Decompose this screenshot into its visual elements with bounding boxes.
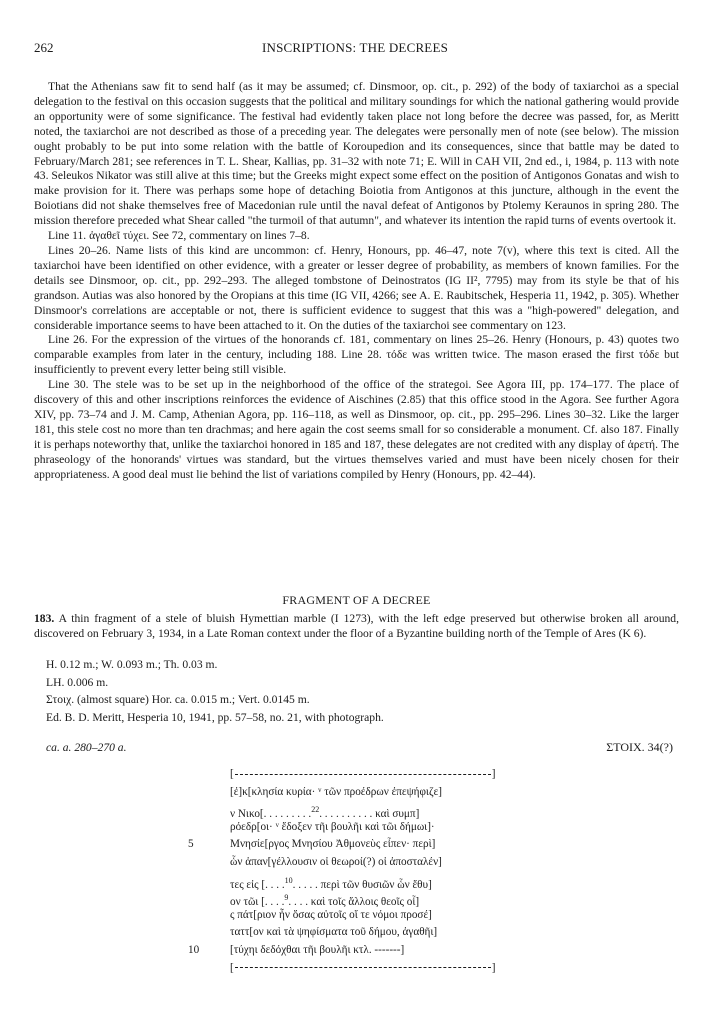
commentary-paragraph: That the Athenians saw fit to send half (as it may be assumed; cf. Dinsmoor, op. cit., p. 292) of the body of taxiarchoi as a special delegation to the festival on this occasion suggests that the political and military soundings for which the national gathering would provide an opportunity were of some significance. The festival had evidently taken place not long before the decree was passed, for, as Meritt noted, the taxiarchoi are not described as those of a preceding year. The delegates were personally men of note (see below). The mission ought probably to be put into some relation with the battle of Koroupedion and its consequences, since that battle may be dated to February/March 281; see references in T. L. Shear, Kallias, pp. 31–32 with note 71; E. Will in CAH VII, 2nd ed., i, 1984, p. 113 with note 43. Seleukos Nikator was still alive at this time; but the Greeks might expect some effect on the position of Antigonos Gonatas and wish to make provision for it. There was perhaps some hope of detaching Boiotia from Antigonos at this juncture, although in the event the Boiotians did not shake themselves free of Macedonian rule until the naval defeat of Antigonos by Ptolemy Keraunos in spring 280. The mission therefore preceded what Shear called "the turmoil of that autumn", and whatever its intention the rapid turns of events overtook it. [34, 80, 679, 228]
inscription-line: ὧν ἀπαν[γέλλουσιν οἱ θεωροί(?) οἱ ἀποσταλέν] [230, 855, 442, 868]
inscription-line: τες εἰς [. . . .$^{10}$. . . . . περὶ τῶν θυσιῶν ὧν ἔθυ] [230, 875, 432, 891]
inscription-line: 5 Μνησίε[ργος Μνησίου Ἀθμονεὺς εἶπεν· περὶ] [188, 836, 508, 854]
commentary [34, 80, 679, 482]
line-number: 5 [188, 838, 194, 851]
stoichedon-spacing: Στοιχ. (almost square) Hor. ca. 0.015 m.; Vert. 0.0145 m. [46, 693, 310, 707]
page-number: 262 [34, 40, 54, 55]
letter-height: LH. 0.006 m. [46, 675, 109, 689]
inscription-line: ρόεδρ[οι· ᵛ ἔδοξεν τῆι βουλῆι καὶ τῶι δήμωι]· [230, 820, 435, 833]
stoich-count: ΣΤΟΙΧ. 34(?) [606, 740, 673, 754]
lacuna-line [235, 774, 491, 775]
commentary-paragraph: Line 11. ἀγαθεῖ τύχει. See 72, commentary on lines 7–8. [48, 229, 310, 243]
inscription-line: [ ] [230, 961, 496, 974]
section-title: FRAGMENT OF A DECREE [282, 593, 431, 607]
catalogue-entry [34, 612, 679, 642]
inscription-text [188, 766, 508, 977]
running-title: INSCRIPTIONS: THE DECREES [261, 40, 449, 55]
inscription-line: [ ] [230, 768, 496, 780]
measurements [46, 656, 646, 726]
edition: Ed. B. D. Meritt, Hesperia 10, 1941, pp. 57–58, no. 21, with photograph. [46, 710, 384, 724]
line-number: 10 [188, 943, 200, 956]
inscription-line: ν Νικο[. . . . . . . . .$^{22}$. . . . . . . . . . καὶ συμπ] [230, 805, 420, 821]
inscription-line: [ἐ]κ[κλησία κυρία· ᵛ τῶν προέδρων ἐπεψήφιζε] [230, 785, 442, 798]
page-header [34, 40, 676, 58]
inscription-line: ταττ[ον καὶ τὰ ψηφίσματα τοῦ δήμου, ἀγαθῆι] [230, 926, 438, 939]
lacuna-line [235, 967, 491, 968]
commentary-paragraph: Lines 20–26. Name lists of this kind are uncommon: cf. Henry, Honours, pp. 46–47, note 7(v), where this text is cited. All the taxiarchoi have been identified on other evidence, with a greater or lesser degree of probability, as members of known families. For the details see Dinsmoor, op. cit., pp. 292–293. The alleged tombstone of Deinostratos (IG II², 7795) may from its style be that of his grandson. Autias was also honored by the Oropians at this time (IG VII, 4266; see A. E. Raubitschek, Hesperia 11, 1942, p. 305). Whether Dinsmoor's correlations are acceptable or not, there is sufficient evidence to suggest that this was a "high-powered" delegation, and considerable importance seems to have been attached to it. On the duties of the taxiarchoi see commentary on 123. [34, 243, 679, 332]
inscription-line: ον τῶι [. . . .$^9$. . . . καὶ τοῖς ἄλλοις θεοῖς οἷ] [230, 893, 420, 909]
entry-description: A thin fragment of a stele of bluish Hymettian marble (I 1273), with the left edge preserved but otherwise broken all around, discovered on February 3, 1934, in a Late Roman context under the floor of a Byzantine building north of the Temple of Ares (K 6). [34, 612, 679, 640]
entry-number: 183. [34, 612, 55, 625]
dimensions: H. 0.12 m.; W. 0.093 m.; Th. 0.03 m. [46, 658, 218, 671]
inscription-line: ς πάτ[ριον ἦν ὅσας αὐτοῖς οἵ τε νόμοι προσέ] [230, 908, 432, 921]
commentary-paragraph: Line 26. For the expression of the virtues of the honorands cf. 181, commentary on lines 25–26. Henry (Honours, p. 43) quotes two comparable examples from later in the century, including 188. Line 28. τόδε was written twice. The mason erased the first τόδε but insufficiently to prevent every letter being still visible. [34, 333, 679, 377]
date: ca. a. 280–270 a. [46, 741, 127, 754]
commentary-paragraph: Line 30. The stele was to be set up in the neighborhood of the office of the strategoi. See Agora III, pp. 174–177. The place of discovery of this and other inscriptions reinforces the evidence of Aischines (2.85) that this office stood in the Agora. See further Agora XIV, pp. 73–74 and J. M. Camp, Athenian Agora, pp. 116–118, as well as Dinsmoor, op. cit., pp. 295–296. Lines 30–32. Like the larger 181, this stele cost no more than ten drachmas; and here again the cost seems small for so considerable a monument. Cf. also 187. Finally it is perhaps noteworthy that, unlike the taxiarchoi honored in 185 and 187, these delegates are not credited with any display of ἀρετή. The phraseology of the honorands' virtues was standard, but the virtues themselves varied and must have been nicely chosen for their appropriateness. A good deal must lie behind the list of variations compiled by Henry (Honours, pp. 42–44). [34, 378, 679, 481]
inscription-line: 10 [τύχηι δεδόχθαι τῆι βουλῆι κτλ. -------] [188, 942, 508, 960]
